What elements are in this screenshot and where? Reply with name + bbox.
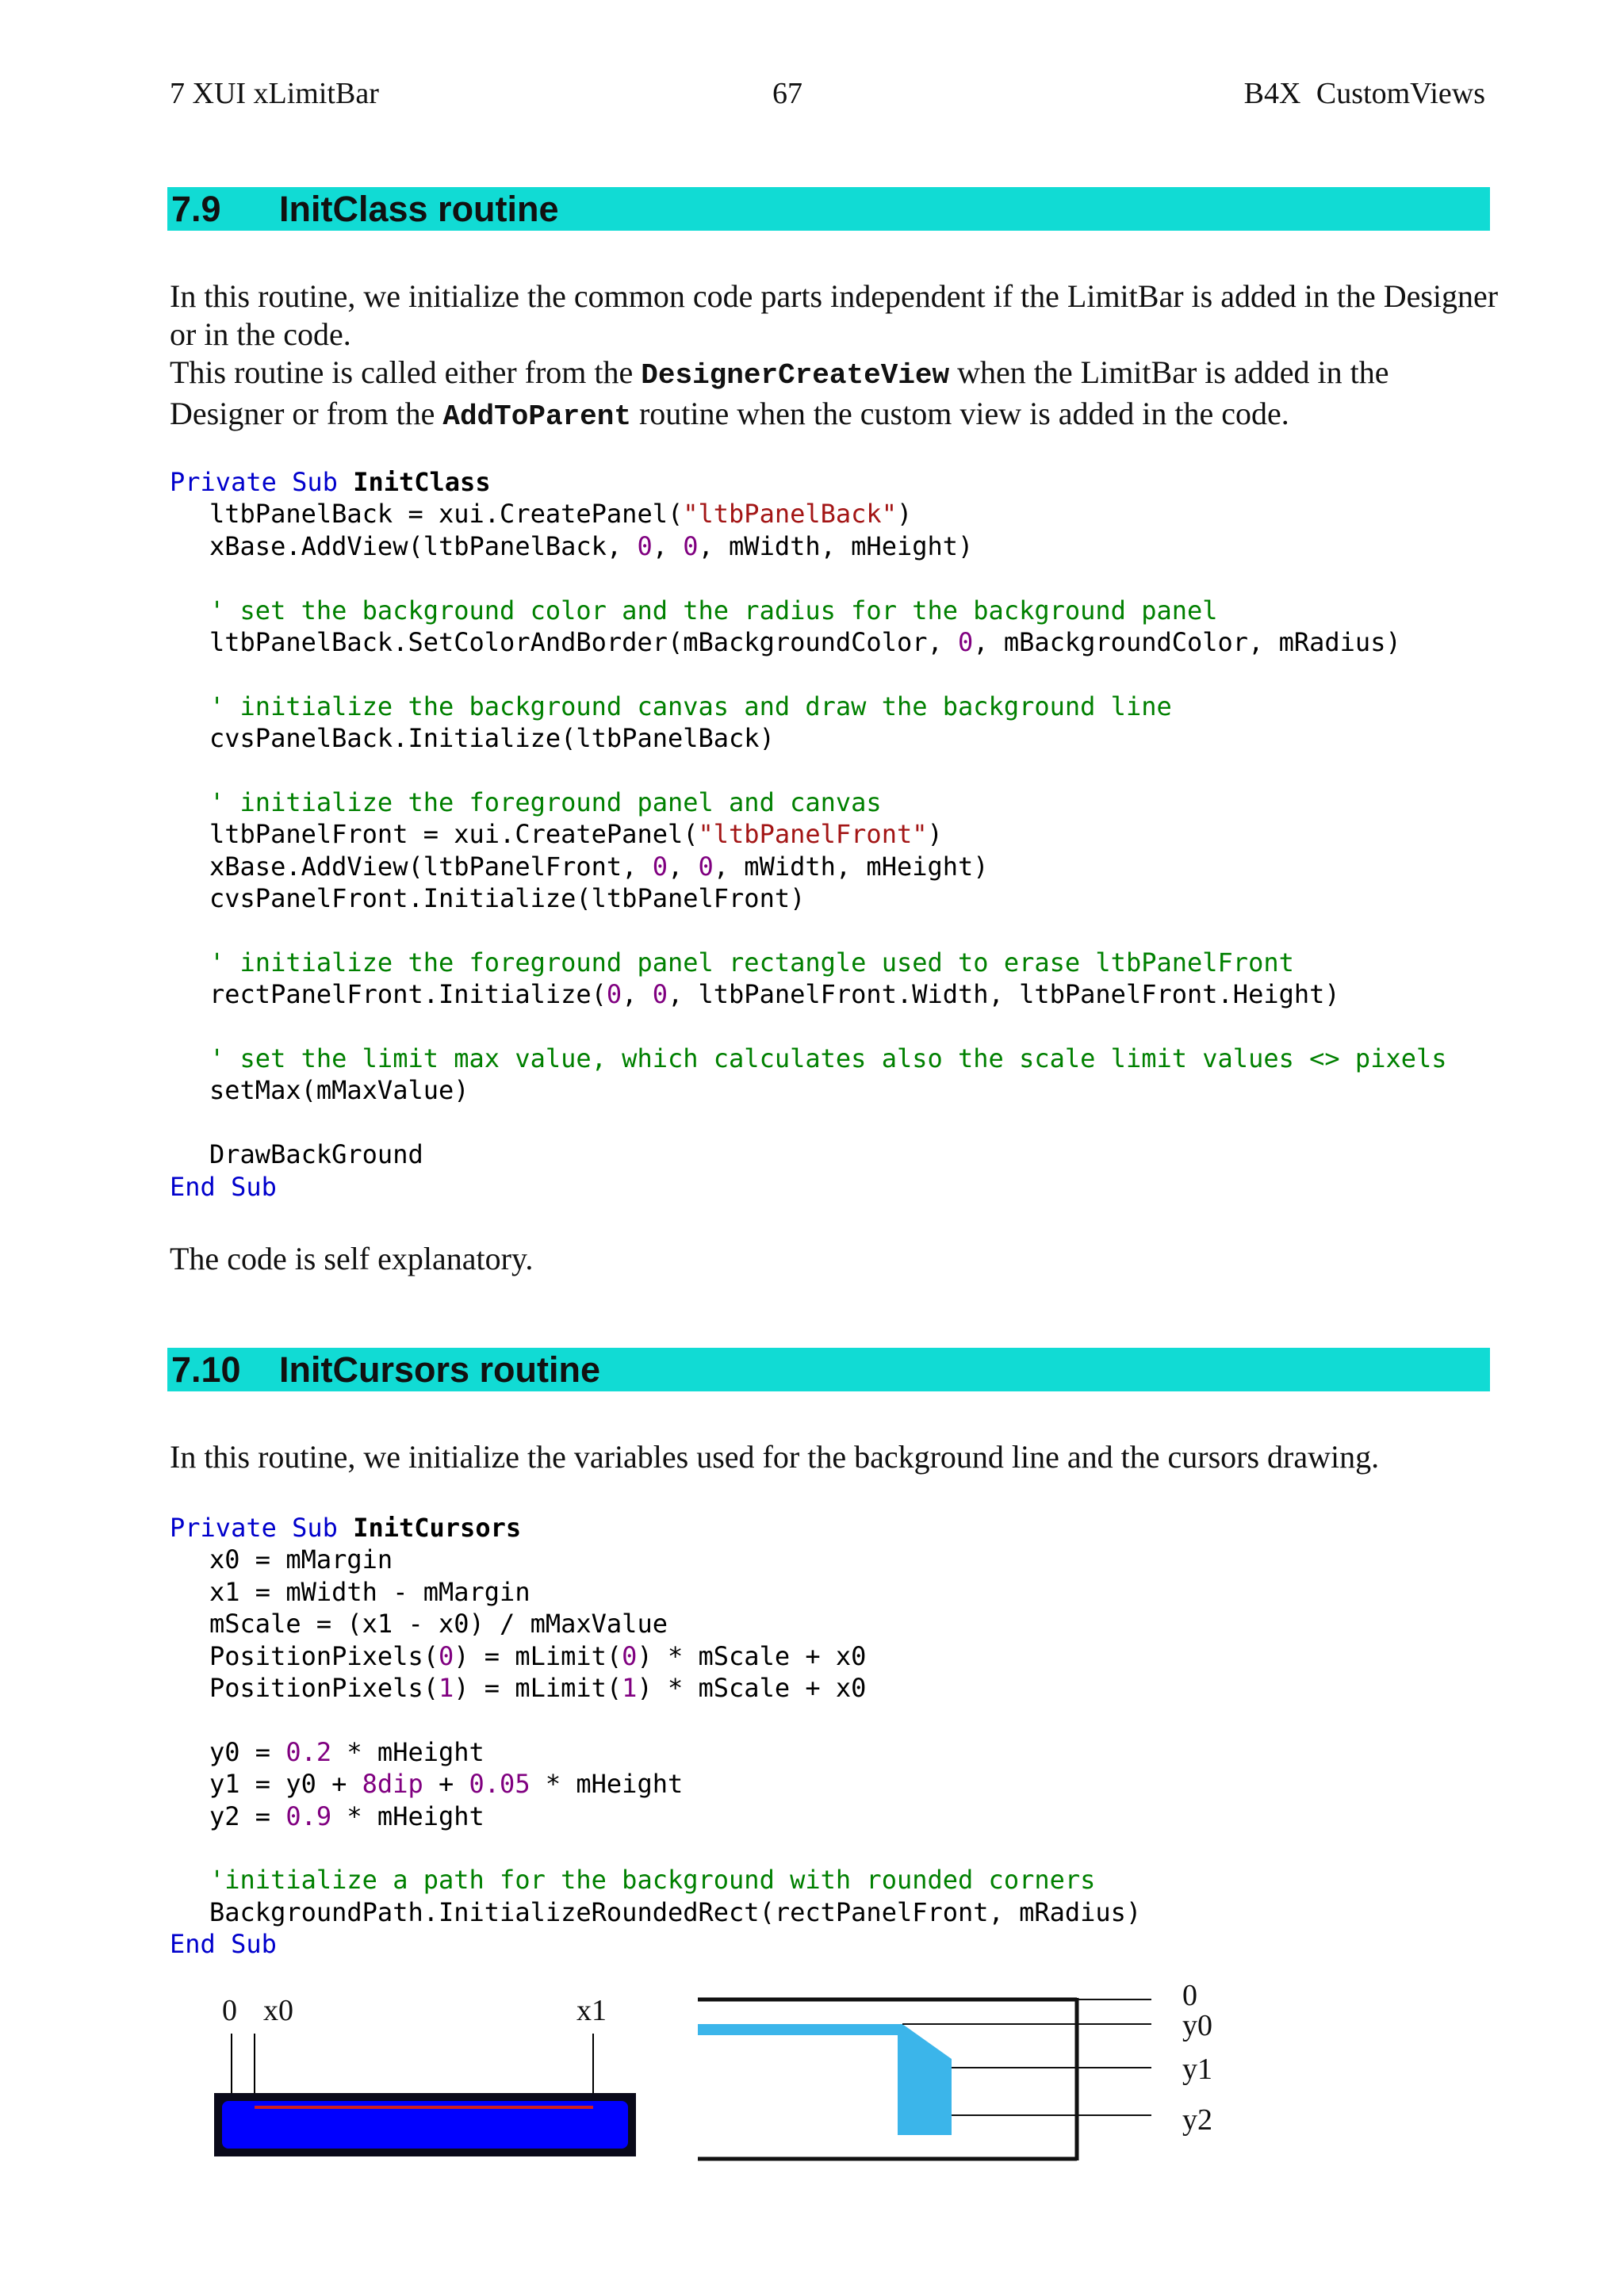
code-number: 0 <box>622 1640 638 1671</box>
code-text: ) = mLimit( <box>454 1672 622 1703</box>
cursor-diagram <box>698 1986 1237 2168</box>
code-line <box>170 851 1447 882</box>
code-line: DrawBackGround <box>209 1139 423 1170</box>
code-number: 0 <box>698 851 714 882</box>
label-y0: y0 <box>1182 2009 1212 2042</box>
section-number: 7.10 <box>171 1349 241 1390</box>
code-number: 0 <box>652 979 668 1010</box>
code-string: "ltbPanelBack" <box>683 499 897 530</box>
label-x1: x1 <box>576 1994 607 2027</box>
code-text: xBase.AddView(ltbPanelFront, <box>209 851 653 882</box>
code-line <box>170 1736 1141 1768</box>
code-text: * mHeight <box>530 1769 684 1800</box>
code-number: 0.9 <box>285 1800 332 1831</box>
code-comment: ' set the background color and the radius for the background panel <box>209 595 1218 626</box>
call-info-pre: This routine is called either from the <box>170 354 634 390</box>
limitbar-diagram <box>210 1990 654 2164</box>
section-heading-7-10 <box>167 1348 1490 1391</box>
label-y2: y2 <box>1182 2103 1212 2137</box>
code-end-sub: End Sub <box>170 1929 277 1960</box>
header-page-number: 67 <box>772 77 802 110</box>
code-text: y1 = y0 + <box>209 1769 362 1800</box>
section1-description <box>170 277 1502 436</box>
code-number: 0 <box>652 851 668 882</box>
code-text: , mBackgroundColor, mRadius) <box>973 626 1401 657</box>
code-text: ) * mScale + x0 <box>637 1672 867 1703</box>
inline-code-designercreateview: DesignerCreateView <box>641 359 950 392</box>
code-keyword: Private Sub <box>170 467 354 497</box>
code-text: , mWidth, mHeight) <box>698 530 974 561</box>
section1-outro: The code is self explanatory. <box>170 1241 534 1276</box>
code-text: + <box>423 1769 469 1800</box>
section-heading-7-9 <box>167 187 1490 231</box>
code-text: , <box>622 979 653 1010</box>
header-chapter: 7 XUI xLimitBar <box>170 77 379 110</box>
header-book-title: B4X CustomViews <box>1243 77 1485 110</box>
label-x0: x0 <box>263 1994 293 2027</box>
code-text: PositionPixels( <box>209 1640 439 1671</box>
code-text: * mHeight <box>331 1800 485 1831</box>
call-info-mid: when the LimitBar is added in the Designer or from the <box>170 354 1389 431</box>
code-text: PositionPixels( <box>209 1672 439 1703</box>
code-blank-line <box>170 658 1447 690</box>
code-line <box>170 530 1447 562</box>
code-sub-name: InitClass <box>353 467 491 497</box>
code-blank-line <box>170 755 1447 786</box>
code-line <box>170 466 1447 498</box>
code-text: ) * mScale + x0 <box>637 1640 867 1671</box>
code-text: ) <box>927 819 943 850</box>
section1-call-info <box>170 354 1502 436</box>
code-text: y2 = <box>209 1800 286 1831</box>
code-block-initclass <box>170 466 1447 1203</box>
code-line: setMax(mMaxValue) <box>209 1075 469 1106</box>
code-text: ) <box>896 499 913 530</box>
code-number: 0 <box>683 530 699 561</box>
code-text: ltbPanelBack = xui.CreatePanel( <box>209 499 684 530</box>
code-comment: ' initialize the foreground panel and canvas <box>209 786 882 817</box>
label-zero: 0 <box>222 1994 237 2027</box>
code-line <box>170 1800 1141 1832</box>
code-end-sub: End Sub <box>170 1171 277 1202</box>
code-blank-line <box>170 1107 1447 1138</box>
code-text: xBase.AddView(ltbPanelBack, <box>209 530 638 561</box>
code-number: 0 <box>606 979 622 1010</box>
code-line <box>170 978 1447 1010</box>
code-line <box>170 498 1447 530</box>
code-text: * mHeight <box>331 1736 485 1767</box>
code-text: , mWidth, mHeight) <box>713 851 989 882</box>
code-number: 0.05 <box>469 1769 530 1800</box>
code-text: , <box>652 530 684 561</box>
section-number: 7.9 <box>171 189 221 229</box>
code-number: 1 <box>622 1672 638 1703</box>
code-blank-line <box>170 914 1447 946</box>
code-number: 0 <box>438 1640 454 1671</box>
section-title: InitCursors routine <box>279 1349 601 1390</box>
code-number: 8dip <box>362 1769 423 1800</box>
figure-x-positions <box>210 1990 654 2164</box>
code-sub-name: InitCursors <box>353 1513 522 1543</box>
code-line <box>170 626 1447 658</box>
code-text: rectPanelFront.Initialize( <box>209 979 607 1010</box>
code-text: ltbPanelFront = xui.CreatePanel( <box>209 819 699 850</box>
code-string: "ltbPanelFront" <box>698 819 928 850</box>
code-text: ) = mLimit( <box>454 1640 622 1671</box>
code-blank-line <box>170 1011 1447 1043</box>
code-blank-line <box>170 562 1447 594</box>
code-blank-line <box>170 1704 1141 1735</box>
section2-intro: In this routine, we initialize the variables used for the background line and the cursors drawing. <box>170 1439 1380 1475</box>
code-text: y0 = <box>209 1736 286 1767</box>
code-line: mScale = (x1 - x0) / mMaxValue <box>209 1609 668 1640</box>
code-comment: ' initialize the background canvas and draw the background line <box>209 691 1172 721</box>
figure-y-positions <box>698 1979 1237 2168</box>
code-line <box>170 1768 1141 1800</box>
inline-code-addtoparent: AddToParent <box>442 400 631 433</box>
code-keyword: Private Sub <box>170 1513 354 1543</box>
code-number: 0.2 <box>285 1736 332 1767</box>
code-line <box>170 1640 1141 1672</box>
code-line <box>170 818 1447 850</box>
code-line: x0 = mMargin <box>209 1544 393 1575</box>
code-number: 1 <box>438 1672 454 1703</box>
code-line: cvsPanelFront.Initialize(ltbPanelFront) <box>209 883 806 914</box>
code-text: ltbPanelBack.SetColorAndBorder(mBackgroundColor, <box>209 626 959 657</box>
code-text: , <box>667 851 699 882</box>
code-comment: 'initialize a path for the background with rounded corners <box>209 1865 1096 1896</box>
code-text: , ltbPanelFront.Width, ltbPanelFront.Height) <box>667 979 1340 1010</box>
code-line: BackgroundPath.InitializeRoundedRect(rectPanelFront, mRadius) <box>209 1896 1142 1927</box>
label-zero-y: 0 <box>1182 1979 1197 2012</box>
section1-intro: In this routine, we initialize the common code parts independent if the LimitBar is added in the Designer or in the code. <box>170 278 1499 352</box>
code-blank-line <box>170 1832 1141 1864</box>
code-line <box>170 1672 1141 1704</box>
code-line: x1 = mWidth - mMargin <box>209 1576 530 1607</box>
code-block-initcursors <box>170 1512 1141 1960</box>
call-info-post: routine when the custom view is added in the code. <box>638 396 1289 431</box>
code-line: cvsPanelBack.Initialize(ltbPanelBack) <box>209 723 775 754</box>
cursor-shape <box>698 2024 952 2135</box>
code-line <box>170 1512 1141 1544</box>
code-number: 0 <box>637 530 653 561</box>
code-comment: ' initialize the foreground panel rectangle used to erase ltbPanelFront <box>209 947 1294 978</box>
code-number: 0 <box>958 626 974 657</box>
label-y1: y1 <box>1182 2053 1212 2086</box>
section-title: InitClass routine <box>279 189 559 229</box>
code-comment: ' set the limit max value, which calculates also the scale limit values <> pixels <box>209 1043 1447 1074</box>
